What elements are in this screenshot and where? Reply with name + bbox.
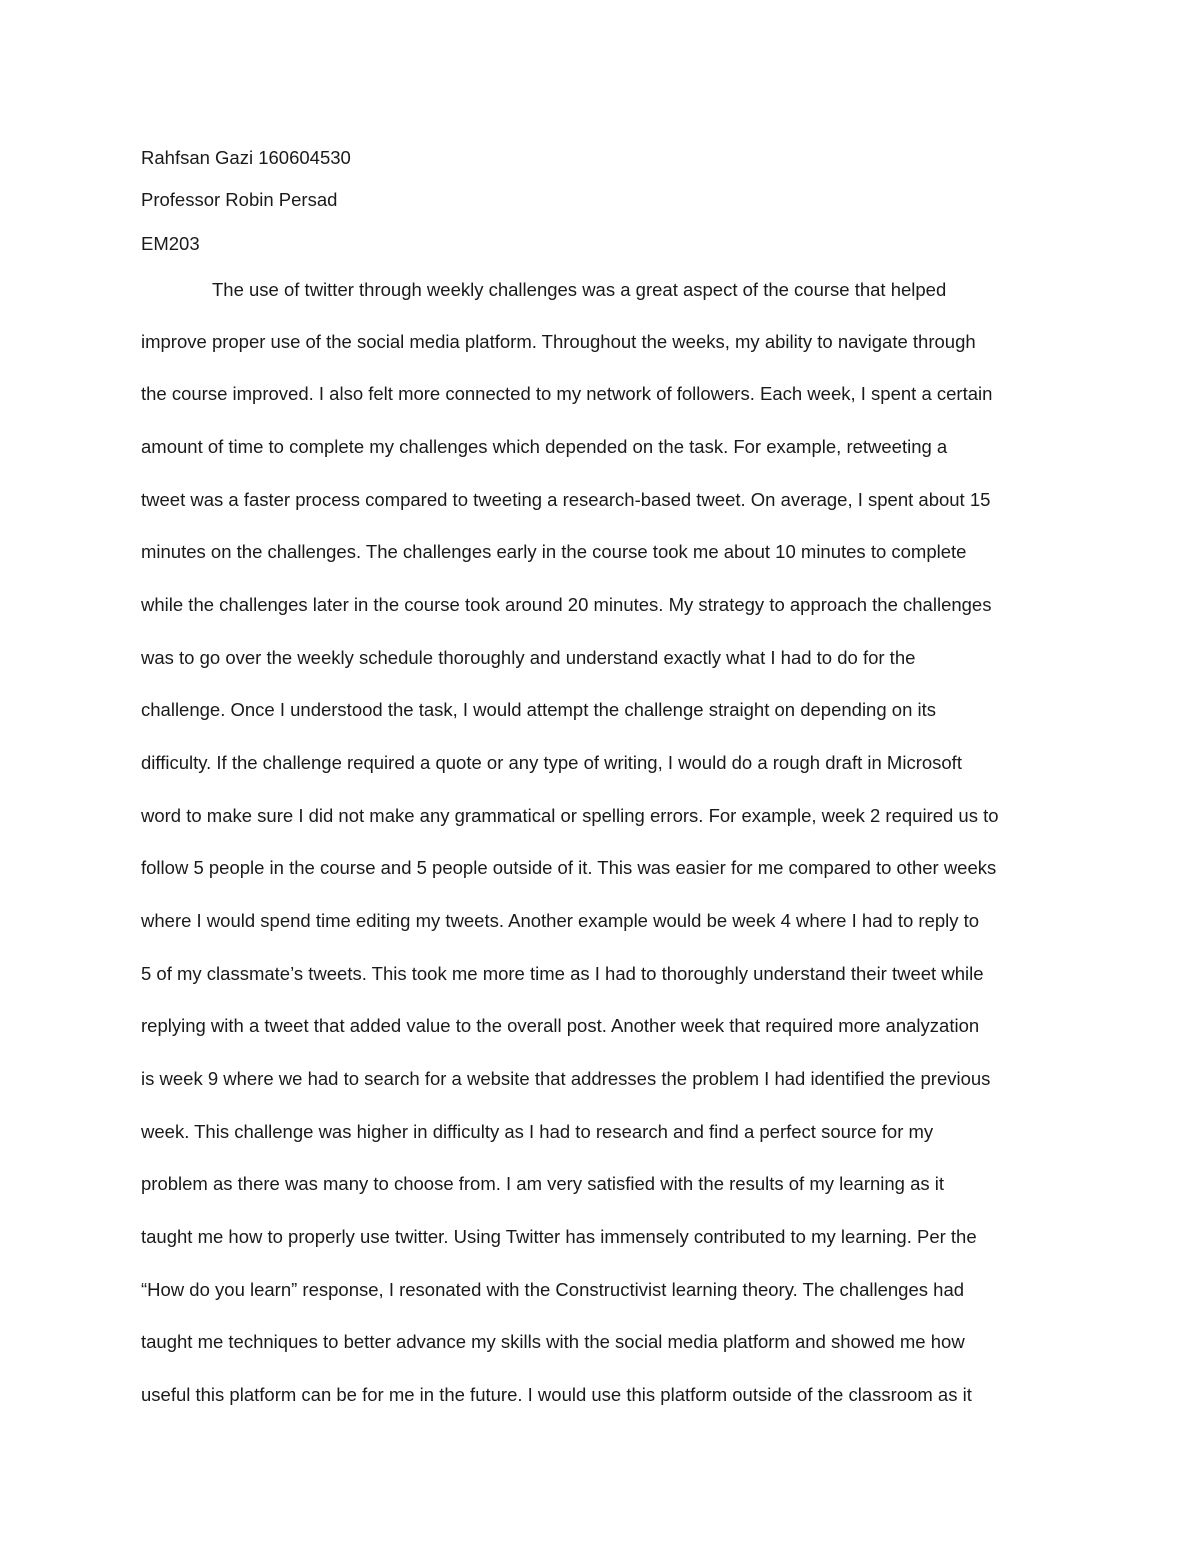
- body-line: is week 9 where we had to search for a website that addresses the problem I had identified the previous: [141, 1068, 991, 1089]
- professor-line: Professor Robin Persad: [141, 189, 338, 210]
- body-line: follow 5 people in the course and 5 people outside of it. This was easier for me compared to other weeks: [141, 857, 997, 878]
- body-line: useful this platform can be for me in the future. I would use this platform outside of the classroom as it: [141, 1384, 972, 1405]
- body-line: the course improved. I also felt more connected to my network of followers. Each week, I spent a certain: [141, 383, 993, 404]
- body-line: problem as there was many to choose from. I am very satisfied with the results of my learning as it: [141, 1173, 945, 1194]
- body-line: week. This challenge was higher in difficulty as I had to research and find a perfect source for my: [141, 1121, 934, 1142]
- body-line: challenge. Once I understood the task, I would attempt the challenge straight on depending on its: [141, 699, 936, 720]
- body-line: replying with a tweet that added value to the overall post. Another week that required more analyzation: [141, 1015, 980, 1036]
- body-line: The use of twitter through weekly challenges was a great aspect of the course that helped: [212, 279, 947, 300]
- body-line: word to make sure I did not make any grammatical or spelling errors. For example, week 2 required us to: [141, 805, 999, 826]
- body-line: 5 of my classmate’s tweets. This took me more time as I had to thoroughly understand their tweet while: [141, 963, 984, 984]
- body-line: improve proper use of the social media platform. Throughout the weeks, my ability to navigate through: [141, 331, 976, 352]
- course-line: EM203: [141, 233, 200, 254]
- body-line: was to go over the weekly schedule thoroughly and understand exactly what I had to do for the: [141, 647, 916, 668]
- body-line: while the challenges later in the course took around 20 minutes. My strategy to approach the challenges: [141, 594, 992, 615]
- body-line: taught me how to properly use twitter. Using Twitter has immensely contributed to my learning. Per the: [141, 1226, 977, 1247]
- body-line: amount of time to complete my challenges which depended on the task. For example, retweeting a: [141, 436, 948, 457]
- body-line: minutes on the challenges. The challenges early in the course took me about 10 minutes to complete: [141, 541, 967, 562]
- body-line: taught me techniques to better advance my skills with the social media platform and showed me how: [141, 1331, 965, 1352]
- body-line: tweet was a faster process compared to tweeting a research-based tweet. On average, I spent about 15: [141, 489, 991, 510]
- author-line: Rahfsan Gazi 160604530: [141, 147, 351, 168]
- body-line: difficulty. If the challenge required a quote or any type of writing, I would do a rough draft in Microsoft: [141, 752, 962, 773]
- body-line: “How do you learn” response, I resonated with the Constructivist learning theory. The challenges had: [141, 1279, 965, 1300]
- body-line: where I would spend time editing my tweets. Another example would be week 4 where I had to reply to: [141, 910, 980, 931]
